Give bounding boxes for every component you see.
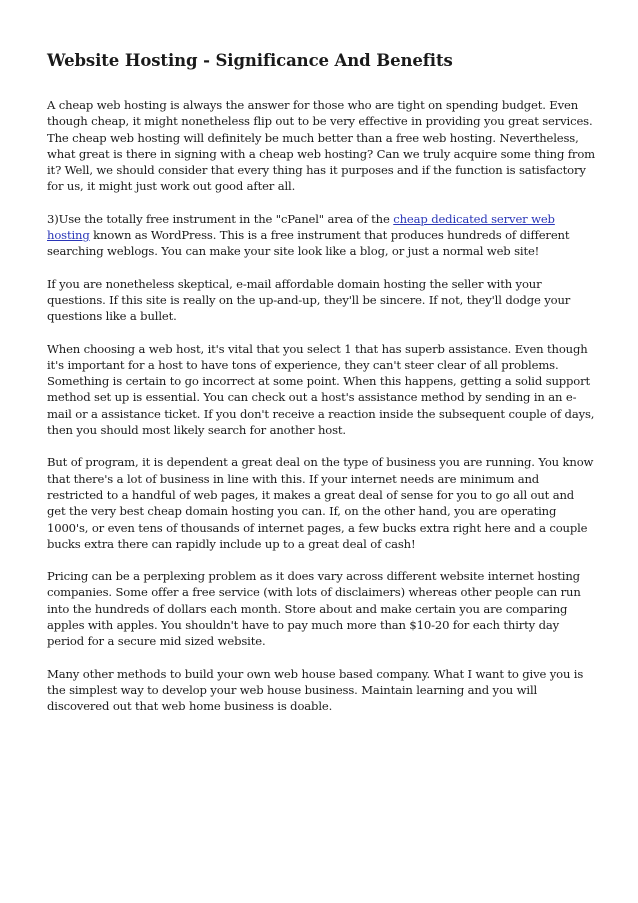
paragraph-2 <box>47 211 595 260</box>
paragraph-7: Many other methods to build your own web house based company. What I want to give you is the simplest way to develop your web house business. Maintain learning and you will discovered out that web home business is doable. <box>47 666 584 714</box>
paragraph-4: When choosing a web host, it's vital that you select 1 that has superb assistance. Even though it's important for a host to have tons of experience, they can't steer clear of all problems. Something is certain to go incorrect at some point. When this happens, getting a solid support method set up is essential. You can check out a host's assistance method by sending in an e-mail or a assistance ticket. If you don't receive a reaction inside the subsequent couple of days, then you should most likely search for another host. <box>47 341 595 438</box>
paragraph-6: Pricing can be a perplexing problem as it does vary across different website internet hosting companies. Some offer a free service (with lots of disclaimers) whereas other people can run into the hundreds of dollars each month. Store about and make certain you are comparing apples with apples. You shouldn't have to pay much more than $10-20 for each thirty day period for a secure mid sized website. <box>47 569 581 649</box>
paragraph-5: But of program, it is dependent a great deal on the type of business you are running. You know that there's a lot of business in line with this. If your internet needs are minimum and restricted to a handful of web pages, it makes a great deal of sense for you to go all out and get the very best cheap domain hosting you can. If, on the other hand, you are operating 1000's, or even tens of thousands of internet pages, a few bucks extra right here and a couple bucks extra there can rapidly include up to a great deal of cash! <box>47 455 594 551</box>
paragraph-2-text-after: known as WordPress. This is a free instrument that produces hundreds of different searching weblogs. You can make your site look like a blog, or just a normal web site! <box>47 228 570 259</box>
cheap-dedicated-server-link[interactable]: cheap dedicated server web hosting <box>47 211 555 243</box>
document-title: Website Hosting - Significance And Benefits <box>47 51 453 70</box>
paragraph-3: If you are nonetheless skeptical, e-mail affordable domain hosting the seller with your questions. If this site is really on the up-and-up, they'll be sincere. If not, they'll dodge your questions like a bullet. <box>47 276 571 324</box>
paragraph-1: A cheap web hosting is always the answer for those who are tight on spending budget. Even though cheap, it might nonetheless flip out to be very effective in providing you great services. The cheap web hosting will definitely be much better than a free web hosting. Nevertheless, what great is there in signing with a cheap web hosting? Can we truly acquire some thing from it? Well, we should consider that every thing has it purposes and if the function is satisfactory for us, it might just work out good after all. <box>47 98 596 194</box>
paragraph-2-text-before: 3)Use the totally free instrument in the "cPanel" area of the <box>47 211 394 226</box>
document-page <box>47 50 595 731</box>
